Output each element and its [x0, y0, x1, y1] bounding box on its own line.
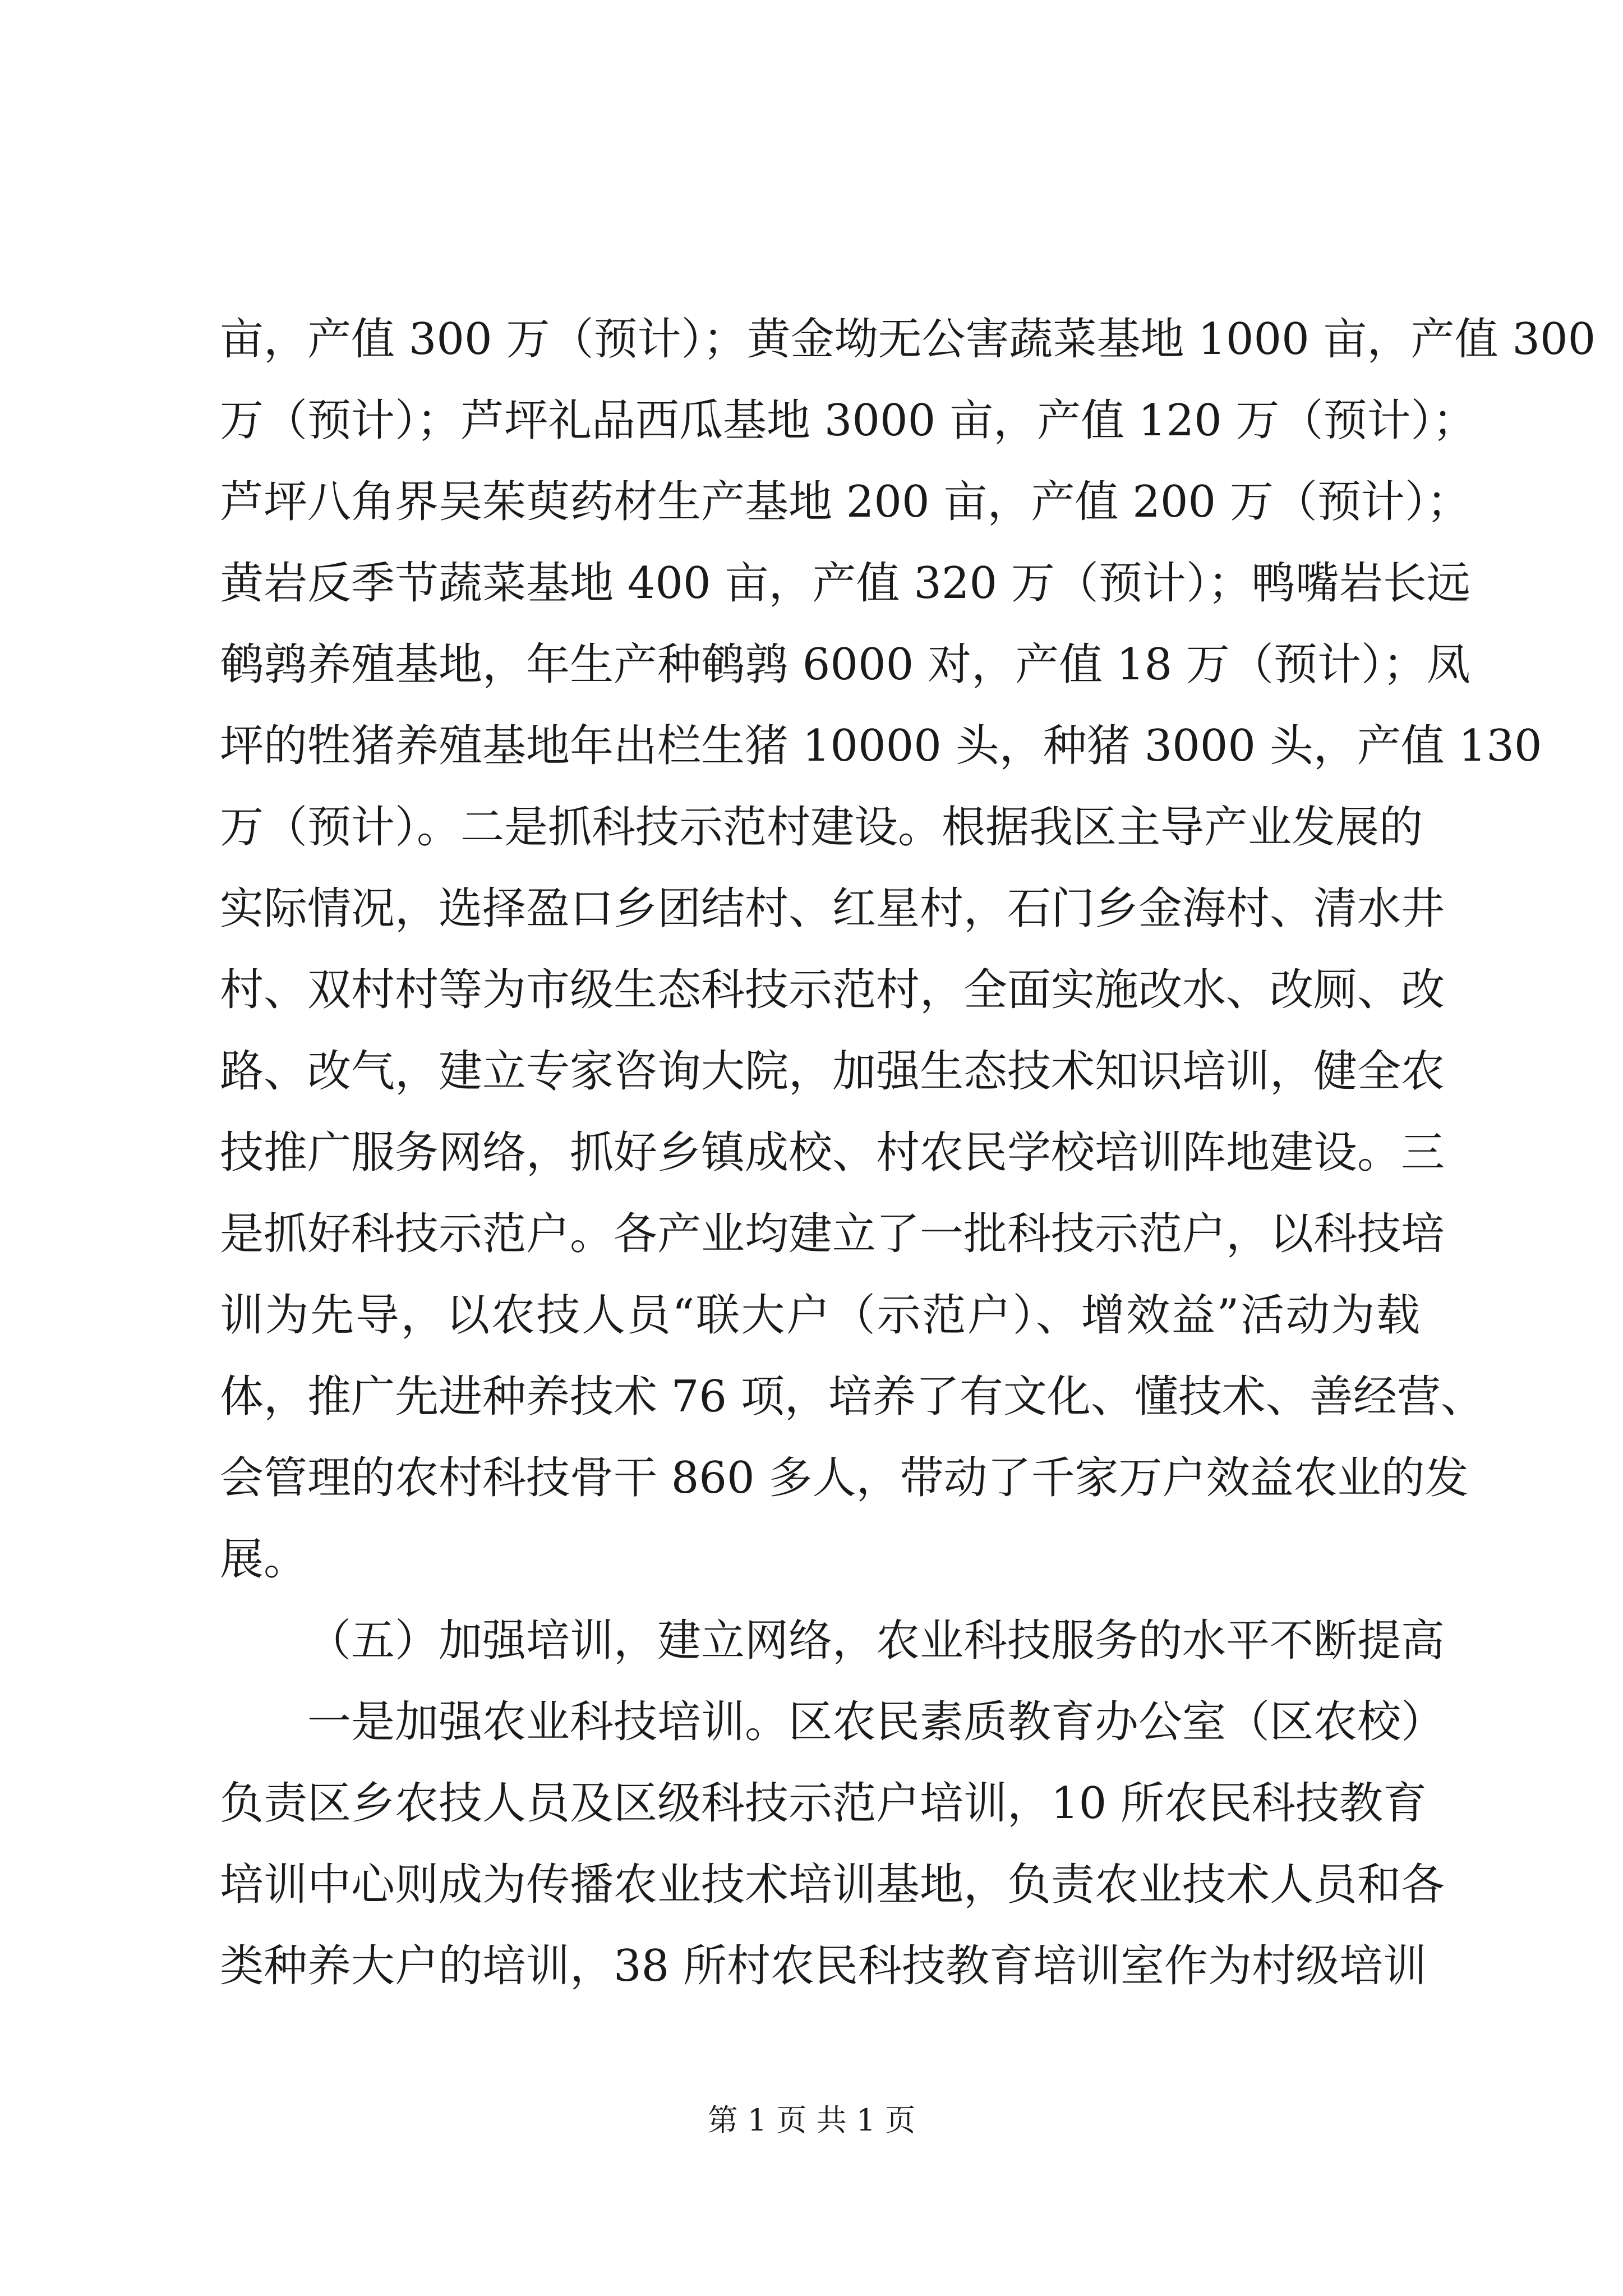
text-line-9: 村、双村村等为市级生态科技示范村，全面实施改水、改厕、改	[220, 965, 1445, 1015]
text-line-13: 训为先导，以农技人员“联大户（示范户）、增效益”活动为载	[220, 1290, 1420, 1341]
section-heading: （五）加强培训，建立网络，农业科技服务的水平不断提高	[307, 1616, 1445, 1666]
text-line-14: 体，推广先进种养技术 76 项，培养了有文化、懂技术、善经营、	[220, 1372, 1484, 1422]
text-line-10: 路、改气，建立专家咨询大院，加强生态技术知识培训，健全农	[220, 1046, 1445, 1097]
text-line-8: 实际情况，选择盈口乡团结村、红星村，石门乡金海村、清水井	[220, 884, 1445, 934]
text-line-18: 一是加强农业科技培训。区农民素质教育办公室（区农校）	[307, 1697, 1445, 1747]
text-line-15: 会管理的农村科技骨干 860 多人，带动了千家万户效益农业的发	[220, 1453, 1469, 1503]
text-line-21: 类种养大户的培训，38 所村农民科技教育培训室作为村级培训	[220, 1941, 1427, 1991]
text-line-5: 鹌鹑养殖基地，年生产种鹌鹑 6000 对，产值 18 万（预计）；凤	[220, 639, 1470, 690]
text-line-16: 展。	[220, 1534, 308, 1585]
text-line-1: 亩，产值 300 万（预计）；黄金坳无公害蔬菜基地 1000 亩，产值 300	[220, 314, 1596, 365]
text-line-4: 黄岩反季节蔬菜基地 400 亩，产值 320 万（预计）；鸭嘴岩长远	[220, 558, 1470, 609]
text-line-12: 是抓好科技示范户。各产业均建立了一批科技示范户，以科技培	[220, 1209, 1445, 1259]
text-line-20: 培训中心则成为传播农业技术培训基地，负责农业技术人员和各	[220, 1860, 1445, 1910]
text-line-2: 万（预计）；芦坪礼品西瓜基地 3000 亩，产值 120 万（预计）；	[220, 395, 1477, 446]
text-line-7: 万（预计）。二是抓科技示范村建设。根据我区主导产业发展的	[220, 802, 1423, 853]
text-line-3: 芦坪八角界吴茱萸药材生产基地 200 亩，产值 200 万（预计）；	[220, 477, 1470, 527]
text-line-19: 负责区乡农技人员及区级科技示范户培训，10 所农民科技教育	[220, 1778, 1427, 1829]
text-line-11: 技推广服务网络，抓好乡镇成校、村农民学校培训阵地建设。三	[220, 1128, 1445, 1178]
page-footer: 第 1 页 共 1 页	[707, 2102, 916, 2138]
text-line-6: 坪的牲猪养殖基地年出栏生猪 10000 头，种猪 3000 头，产值 130	[220, 721, 1542, 771]
